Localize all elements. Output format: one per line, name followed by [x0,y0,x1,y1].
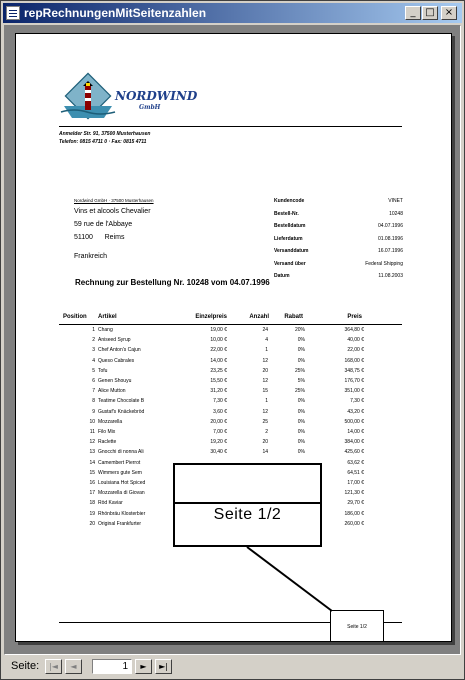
recipient-line: Vins et alcools Chevalier [74,208,151,215]
col-header-discount: Rabatt [284,314,303,320]
report-icon [6,6,20,20]
cell-article: Teatime Chocolate B [98,398,145,405]
cell-position: 2 [92,337,95,344]
cell-price: 176,70 € [344,378,364,384]
cell-quantity: 20 [262,439,268,446]
info-value: VINET [388,198,403,204]
cell-discount: 0% [297,408,305,415]
cell-unit-price: 22,00 € [210,347,227,354]
cell-article: Alice Mutton [98,388,126,395]
cell-quantity: 20 [262,367,268,374]
footer-page-number: Seite 1/2 [347,624,367,630]
cell-unit-price: 23,25 € [210,367,227,374]
maximize-button[interactable]: □ [422,6,438,20]
cell-article: Filo Mix [98,429,116,435]
next-page-button[interactable]: ► [135,659,152,674]
page-number-input[interactable]: 1 [92,659,132,674]
cell-article: Gustaf's Knäckebröd [98,408,145,415]
cell-quantity: 2 [265,429,268,435]
cell-quantity: 15 [262,388,268,395]
cell-price: 22,00 € [347,347,364,354]
cell-price: 364,80 € [344,327,364,333]
cell-price: 29,70 € [347,500,364,507]
cell-price: 7,30 € [350,398,364,405]
cell-price: 168,00 € [344,357,364,364]
cell-position: 5 [92,367,95,374]
cell-price: 500,00 € [344,418,364,425]
cell-article: Wimmers gute Sem [98,469,142,476]
cell-discount: 0% [297,439,305,446]
cell-position: 11 [89,429,95,435]
cell-position: 15 [89,469,95,476]
cell-discount: 0% [297,398,305,405]
callout-connector [16,34,453,643]
cell-unit-price: 19,00 € [210,327,227,333]
cell-article: Raclette [98,439,117,446]
cell-price: 186,00 € [344,510,364,517]
cell-unit-price: 19,20 € [210,439,227,446]
col-header-quantity: Anzahl [249,314,269,320]
cell-article: Chang [98,327,113,333]
info-value: 11.08.2003 [378,273,403,279]
cell-position: 8 [92,398,95,405]
info-label: Bestelldatum [274,223,306,229]
recipient-line: 51100 Reims [74,234,125,241]
cell-article: Aniseed Syrup [98,337,131,344]
cell-article: Gnocchi di nonna Ali [98,449,144,456]
cell-quantity: 12 [262,408,268,415]
minimize-button[interactable]: _ [405,6,421,20]
col-header-position: Position [63,314,87,320]
cell-price: 64,51 € [347,469,364,476]
cell-article: Camembert Pierrot [98,459,141,466]
cell-article: Chef Anton's Cajun [98,347,141,354]
cell-article: Louisiana Hot Spiced [98,480,146,486]
cell-quantity: 14 [262,449,268,456]
cell-discount: 0% [297,449,305,456]
callout-page-number: Seite 1/2 [213,506,282,523]
info-label: Versanddatum [274,248,309,254]
cell-discount: 0% [297,357,305,364]
cell-position: 18 [89,500,95,507]
col-header-price: Preis [347,314,362,320]
cell-article: Original Frankfurter [98,520,142,527]
logo-sub-text: GmbH [139,104,161,111]
info-value: 16.07.1996 [377,248,403,254]
navigation-bar [4,657,461,677]
cell-price: 63,62 € [347,459,364,466]
cell-position: 6 [92,378,95,384]
cell-article: Mozzarella [98,418,123,425]
cell-price: 384,00 € [344,439,364,446]
cell-unit-price: 14,00 € [210,357,227,364]
cell-position: 4 [92,357,95,364]
cell-discount: 20% [294,327,305,333]
cell-quantity: 1 [265,398,268,405]
info-label: Kundencode [274,198,305,204]
cell-article: Rhönbräu Klosterbier [98,510,146,517]
cell-unit-price: 3,60 € [213,408,227,415]
cell-price: 17,00 € [347,480,364,486]
info-value: Federal Shipping [365,260,403,267]
cell-unit-price: 20,00 € [210,418,227,425]
cell-article: Mozzarella di Giovan [98,490,145,497]
cell-price: 14,00 € [347,429,364,435]
page-label: Seite: [11,660,40,672]
cell-position: 17 [89,490,95,497]
cell-quantity: 4 [265,337,268,344]
cell-price: 425,60 € [344,449,364,456]
cell-article: Röd Kaviar [98,500,123,507]
cell-unit-price: 10,00 € [210,337,227,344]
cell-unit-price: 30,40 € [210,449,227,456]
cell-price: 260,00 € [344,520,364,527]
sender-contact: Telefon: 0815 4711 0 · Fax: 0815 4711 [59,139,147,145]
info-label: Bestell-Nr. [274,210,299,217]
info-value: 01.08.1996 [377,235,403,242]
info-label: Datum [274,273,290,279]
cell-position: 3 [92,347,95,354]
cell-discount: 0% [297,337,305,344]
cell-position: 14 [89,459,95,466]
cell-position: 12 [89,439,95,446]
cell-price: 348,75 € [344,367,364,374]
cell-price: 351,00 € [344,388,364,395]
cell-price: 121,30 € [344,490,364,497]
cell-position: 13 [89,449,95,456]
cell-unit-price: 7,30 € [213,398,227,405]
report-preview-area[interactable] [4,25,461,655]
cell-price: 43,20 € [347,408,364,415]
col-header-unit-price: Einzelpreis [195,314,227,320]
info-label: Versand über [274,260,306,267]
cell-quantity: 24 [262,327,268,333]
cell-position: 7 [92,388,95,395]
close-button[interactable]: × [441,6,457,20]
cell-position: 1 [92,327,95,333]
title-bar[interactable] [3,3,462,23]
cell-discount: 0% [297,347,305,354]
info-label: Lieferdatum [274,235,303,242]
report-page [15,33,452,642]
cell-position: 9 [92,408,95,415]
cell-article: Queso Cabrales [98,357,135,364]
cell-position: 16 [89,480,95,486]
cell-article: Tofu [98,367,108,374]
cell-discount: 0% [297,429,305,435]
cell-quantity: 1 [265,347,268,354]
cell-discount: 25% [294,388,305,395]
info-value: 10248 [389,210,403,217]
window-title: repRechnungenMitSeitenzahlen [24,6,207,20]
cell-article: Genen Shouyu [98,378,132,384]
info-value: 04.07.1996 [377,223,403,229]
logo-brand-text: NORDWIND [115,89,198,103]
cell-quantity: 25 [262,418,268,425]
first-page-button[interactable]: |◄ [45,659,62,674]
cell-position: 20 [89,520,95,527]
previous-page-button[interactable]: ◄ [65,659,82,674]
recipient-line: 59 rue de l'Abbaye [74,221,133,228]
callout-divider [175,502,320,504]
page-number-callout [173,463,322,547]
cell-price: 40,00 € [347,337,364,344]
recipient-sender-line: Nordwind GmbH · 37500 Musterhausen [74,198,154,203]
cell-quantity: 12 [262,357,268,364]
last-page-button[interactable]: ►| [155,659,172,674]
cell-unit-price: 7,00 € [213,429,227,435]
cell-position: 19 [89,510,95,517]
cell-discount: 0% [297,418,305,425]
col-header-article: Artikel [98,314,117,320]
cell-position: 10 [89,418,95,425]
sender-address: Anmelder Str. 91, 37500 Musterhausen [59,131,151,137]
invoice-title: Rechnung zur Bestellung Nr. 10248 vom 04.07.1996 [75,278,270,287]
cell-quantity: 12 [262,378,268,384]
cell-unit-price: 15,50 € [210,378,227,384]
recipient-country: Frankreich [74,253,108,260]
cell-unit-price: 31,20 € [210,388,227,395]
cell-discount: 5% [297,378,305,384]
cell-discount: 25% [294,367,305,374]
